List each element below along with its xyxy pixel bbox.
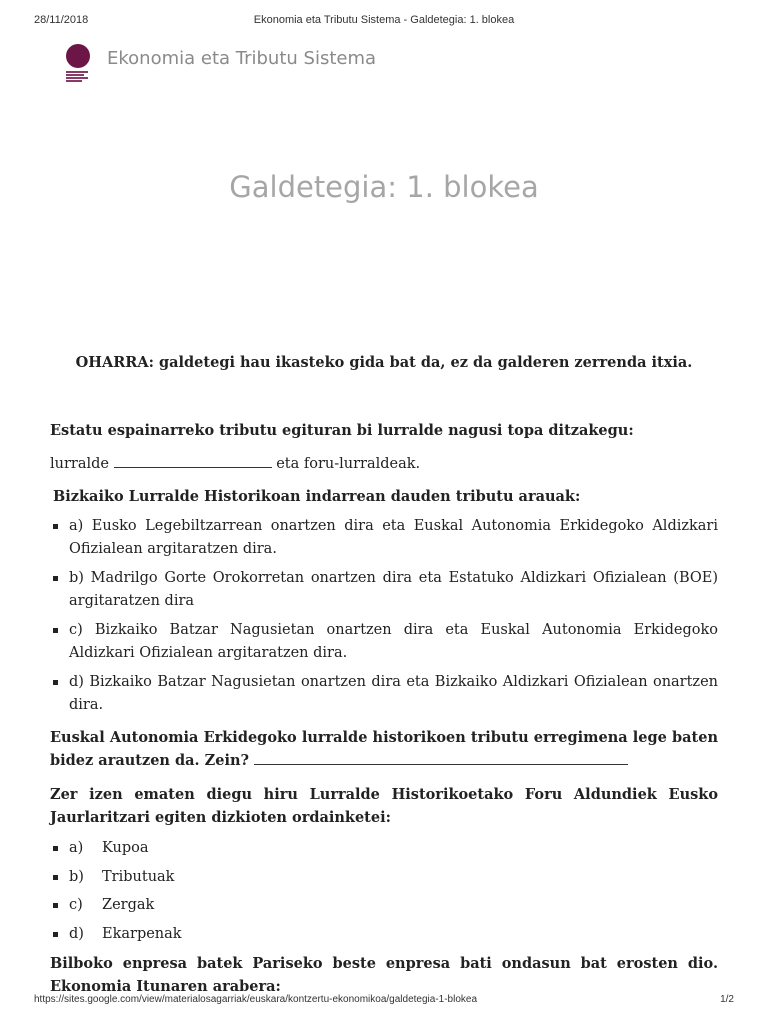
print-url[interactable]: https://sites.google.com/view/materialosagarriak/euskara/kontzertu-ekonomikoa/galdetegia-1-blokea [34,994,478,1005]
answer-blank [254,750,628,765]
question-4-options [50,837,718,945]
option-letter: a) [69,840,84,856]
answer-blank [114,453,272,468]
page-content [50,352,718,998]
option-item [50,866,718,889]
question-5: Bilboko enpresa batek Pariseko beste enpresa bati ondasun bat erosten dio. Ekonomia Itunaren arabera: [50,955,718,995]
question-1-fill [50,453,718,476]
site-title[interactable]: Ekonomia eta Tributu Sistema [107,48,377,69]
bullet-icon [53,903,58,908]
option-text: d) Bizkaiko Batzar Nagusietan onartzen dira eta Bizkaiko Aldizkari Ofizialean onartzen dira. [69,674,718,713]
fill-before-text: lurralde [50,456,109,472]
option-letter: d) [69,925,84,942]
option-item [50,923,718,946]
question-3 [50,727,718,772]
option-text: b) Madrilgo Gorte Orokorretan onartzen dira eta Estatuko Aldizkari Ofizialean (BOE) argitaratzen dira [69,570,718,609]
question-3-text: Euskal Autonomia Erkidegoko lurralde historikoen tributu erregimena lege baten bidez arautzen da. Zein? [50,729,718,769]
option-text: a) Eusko Legebiltzarrean onartzen dira eta Euskal Autonomia Erkidegoko Aldizkari Ofizialean argitaratzen dira. [69,518,718,557]
bullet-icon [53,680,58,685]
option-label: Tributuak [102,868,175,885]
bullet-icon [53,524,58,529]
question-2-options [50,515,718,716]
option-text: c) Bizkaiko Batzar Nagusietan onartzen dira eta Euskal Autonomia Erkidegoko Aldizkari Ofizialean argitaratzen dira. [69,622,718,661]
print-page-title: Ekonomia eta Tributu Sistema - Galdetegia: 1. blokea [253,14,515,26]
option-label: Ekarpenak [102,925,182,942]
option-item [50,567,718,612]
print-date: 28/11/2018 [34,14,89,26]
print-footer [0,994,768,1010]
bullet-icon [53,875,58,880]
print-header [0,14,768,30]
question-1: Estatu espainarreko tributu egituran bi lurralde nagusi topa ditzakegu: [50,421,634,439]
option-letter: b) [69,868,84,885]
option-label: Kupoa [102,840,149,856]
option-label: Zergak [102,897,155,913]
fill-after-text: eta foru-lurraldeak. [276,456,421,472]
option-item [50,515,718,560]
question-2: Bizkaiko Lurralde Historikoan indarrean dauden tributu arauak: [53,487,581,505]
option-item [50,837,718,860]
page-number: 1/2 [720,994,734,1005]
bullet-icon [53,576,58,581]
bullet-icon [53,932,58,937]
page-title: Galdetegia: 1. blokea [229,170,539,204]
option-item [50,671,718,716]
option-item [50,619,718,664]
option-item [50,894,718,917]
university-logo-icon[interactable] [60,42,96,82]
option-letter: c) [69,897,83,913]
bullet-icon [53,846,58,851]
question-4: Zer izen ematen diegu hiru Lurralde Historikoetako Foru Aldundiek Eusko Jaurlaritzari egiten dizkioten ordainketei: [50,786,718,826]
bullet-icon [53,628,58,633]
note-text: OHARRA: galdetegi hau ikasteko gida bat da, ez da galderen zerrenda itxia. [75,354,693,371]
